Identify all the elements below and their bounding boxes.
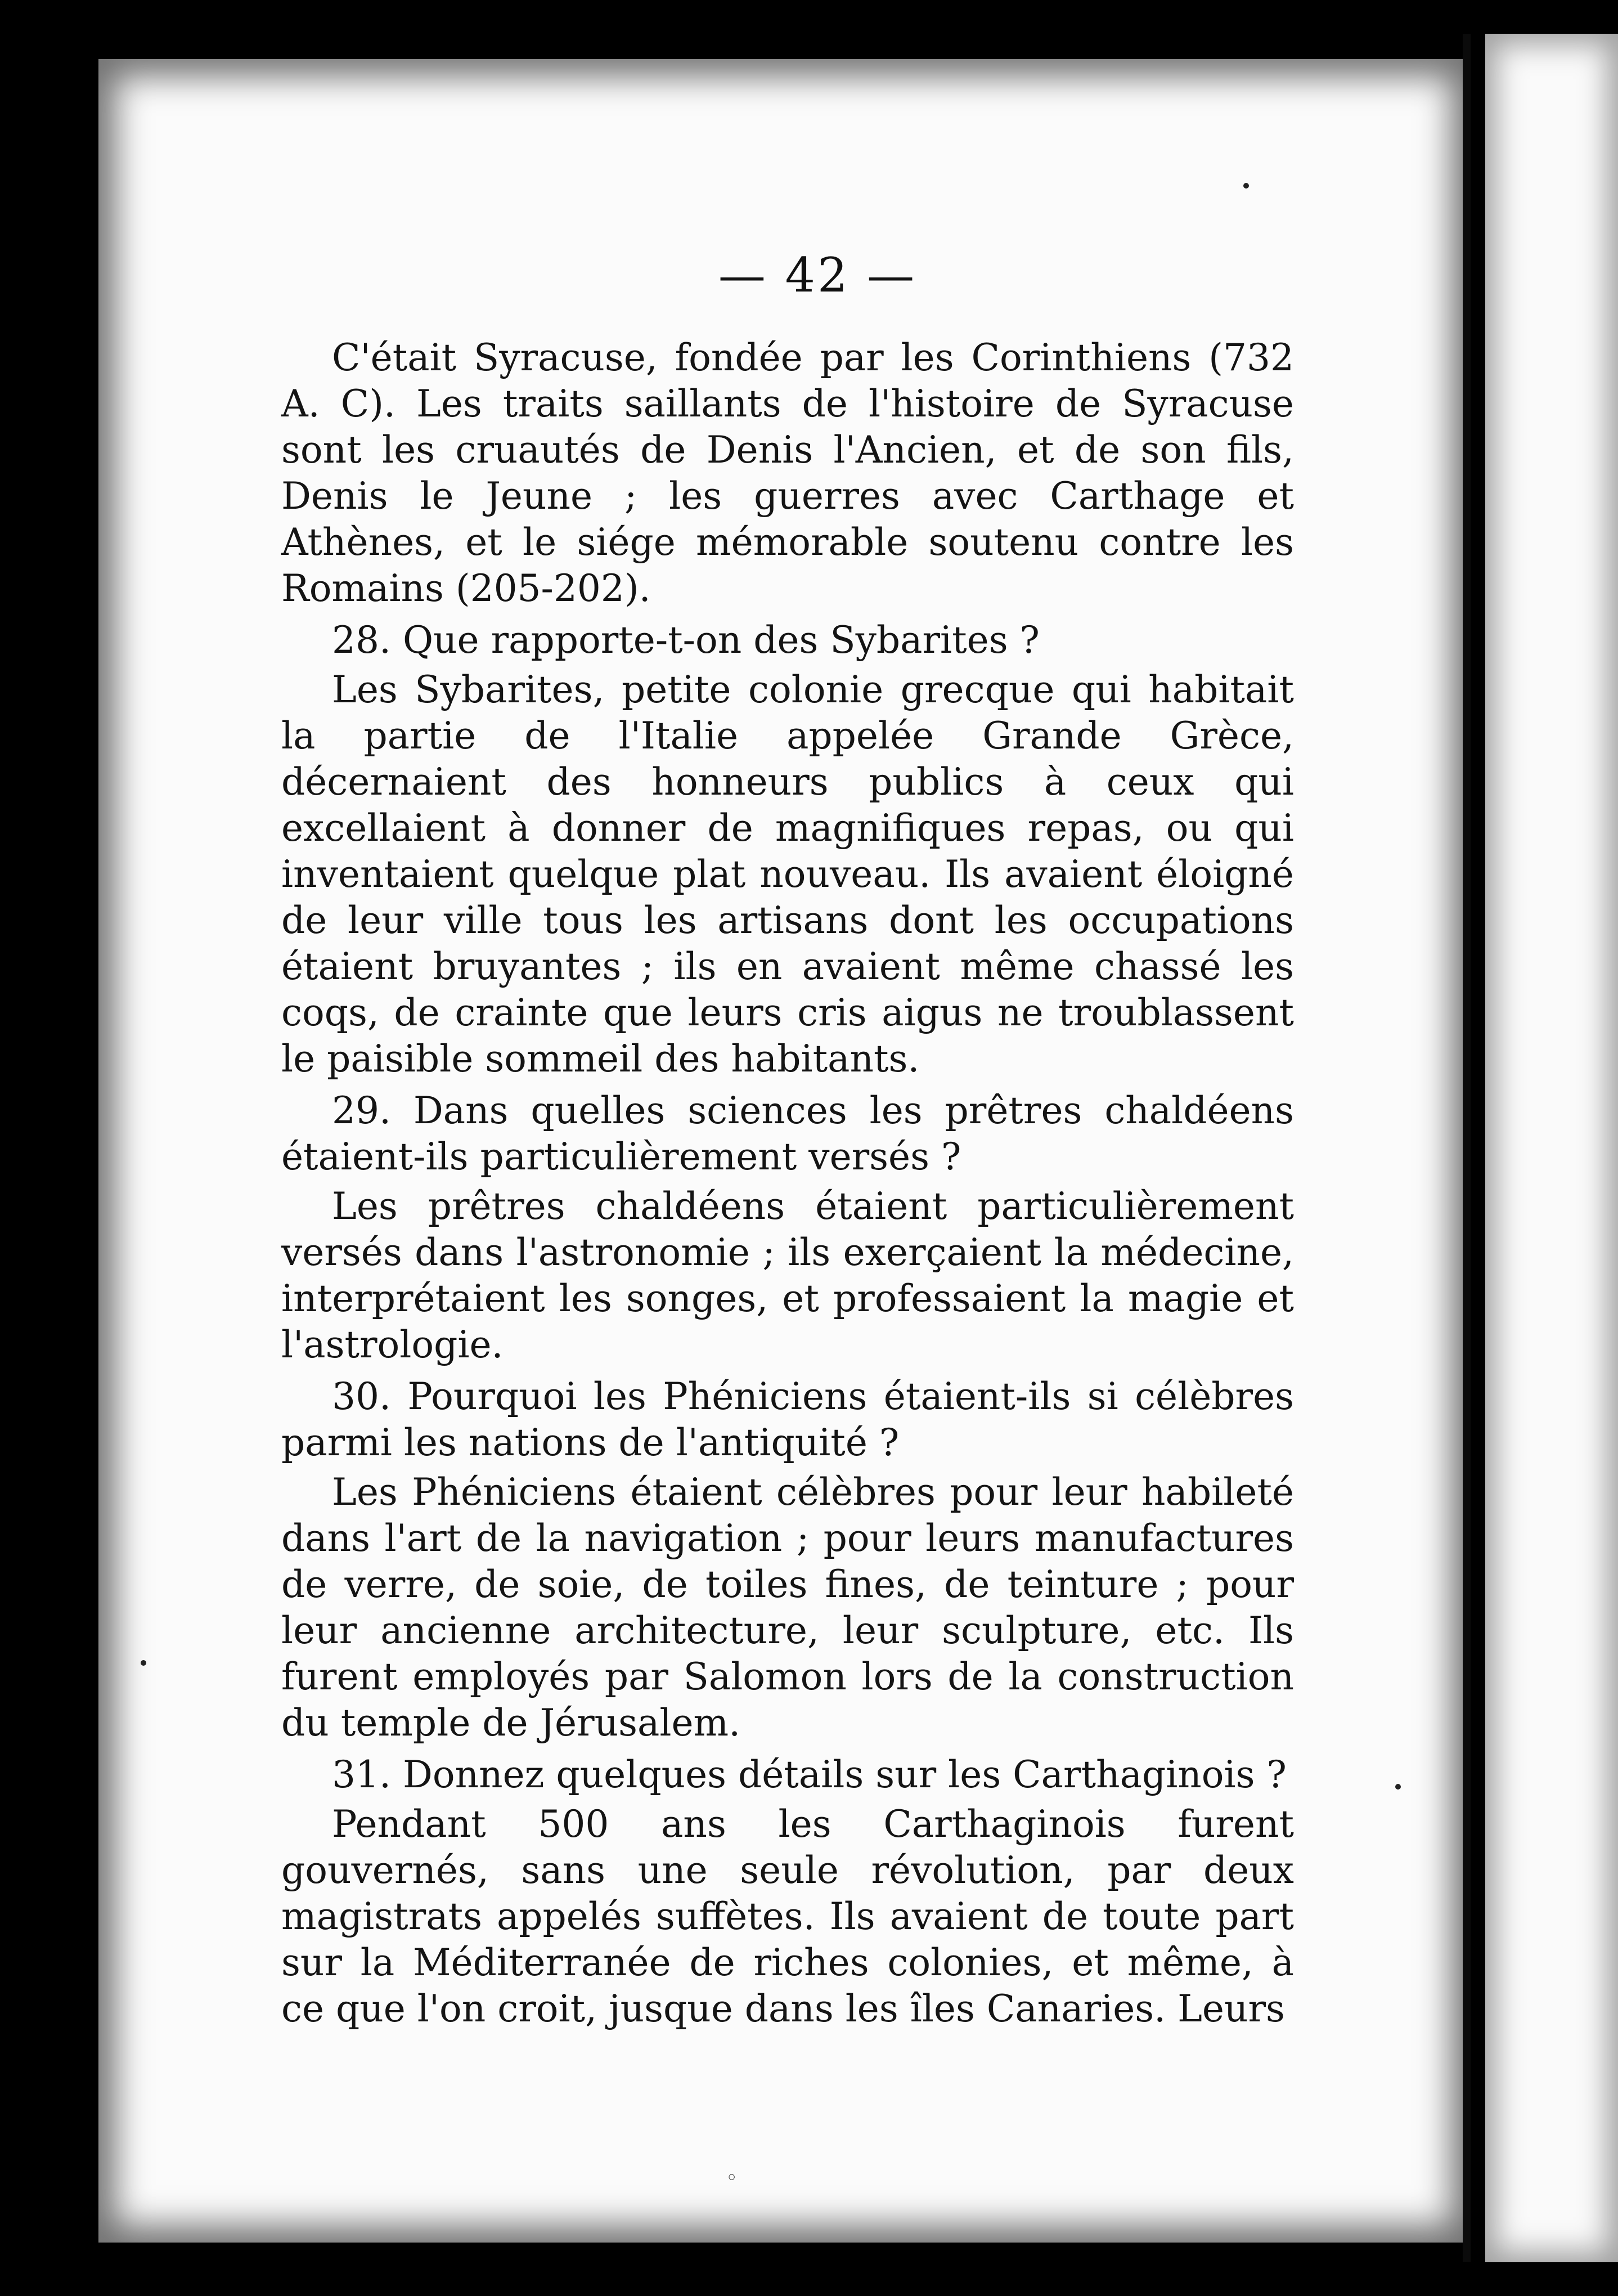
answer-29: Les prêtres chaldéens étaient particulièrement versés dans l'astronomie ; ils exerçaient la médecine, interprétaient les songes, et professaient la magie et l'astrologie. (281, 1185, 1294, 1366)
question-29: 29. Dans quelles sciences les prêtres chaldéens étaient-ils particulièrement versés ? (281, 1089, 1294, 1178)
question-31: 31. Donnez quelques détails sur les Carthaginois ? (332, 1753, 1287, 1796)
ornament-icon: ◦ (726, 2167, 738, 2190)
page-number: — 42 — (718, 248, 917, 303)
facing-page-strip (1485, 34, 1618, 2262)
answer-30: Les Phéniciens étaient célèbres pour leur habileté dans l'art de la navigation ; pour leurs manufactures de verre, de soie, de toiles fines, de teinture ; pour leur ancienne architecture, leur sculpture, etc. Ils furent employés par Salomon lors de la construction du temple de Jérusalem. (281, 1470, 1294, 1745)
ink-speck (1243, 183, 1249, 189)
ink-speck (1395, 1784, 1401, 1790)
question-30: 30. Pourquoi les Phéniciens étaient-ils si célèbres parmi les nations de l'antiquité ? (281, 1375, 1294, 1464)
answer-28: Les Sybarites, petite colonie grecque qui habitait la partie de l'Italie appelée Grande Grèce, décernaient des honneurs publics à ceux qui excellaient à donner de magnifiques repas, ou qui inventaient quelque plat nouveau. Ils avaient éloigné de leur ville tous les artisans dont les occupations étaient bruyantes ; ils en avaient même chassé les coqs, de crainte que leurs cris aigus ne troublassent le paisible sommeil des habitants. (281, 668, 1294, 1080)
page-edge-rule (1463, 34, 1471, 2262)
answer-31: Pendant 500 ans les Carthaginois furent gouvernés, sans une seule révolution, par deux magistrats appelés suffètes. Ils avaient de toute part sur la Méditerranée de riches colonies, et même, à ce que l'on croit, jusque dans les îles Canaries. Leurs (281, 1802, 1294, 2030)
ink-speck (141, 1660, 146, 1666)
paragraph-syracuse: C'était Syracuse, fondée par les Corinthiens (732 A. C). Les traits saillants de l'histoire de Syracuse sont les cruautés de Denis l'Ancien, et de son fils, Denis le Jeune ; les guerres avec Carthage et Athènes, et le siége mémorable soutenu contre les Romains (205-202). (281, 336, 1294, 610)
page-body (281, 335, 1294, 2035)
question-28: 28. Que rapporte-t-on des Sybarites ? (332, 618, 1040, 662)
